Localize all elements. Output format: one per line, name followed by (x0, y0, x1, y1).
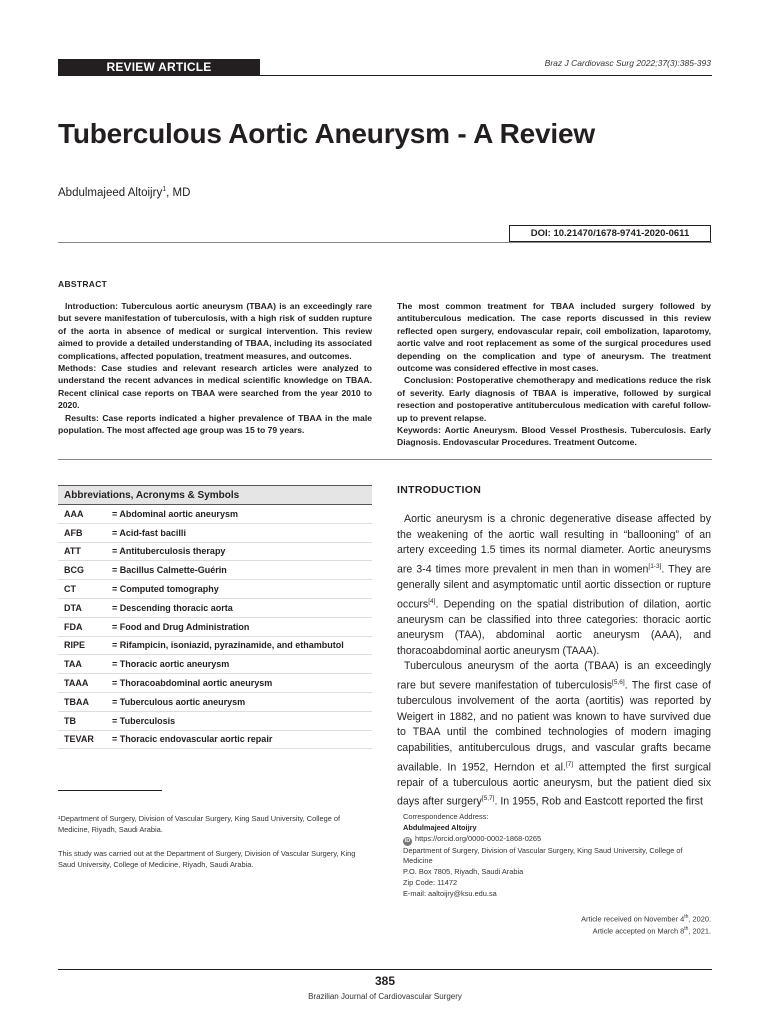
correspondence-name: Abdulmajeed Altoijry (403, 822, 477, 832)
abbr-value: = Rifampicin, isoniazid, pyrazinamide, and ethambutol (112, 640, 344, 651)
abbr-value: = Food and Drug Administration (112, 621, 250, 632)
abbr-key: ATT (64, 546, 81, 557)
abbr-key: TEVAR (64, 734, 94, 745)
abbr-value: = Tuberculosis (112, 715, 176, 726)
abstract-results: Results: Case reports indicated a higher prevalence of TBAA in the male population. The most affected age group was 15 to 79 years. (58, 412, 372, 436)
article-title: Tuberculous Aortic Aneurysm - A Review (58, 118, 595, 149)
abbr-value: = Abdominal aortic aneurysm (112, 508, 238, 519)
ordinal: th (684, 914, 689, 920)
table-row (58, 618, 372, 637)
abbr-key: TAAA (64, 678, 89, 689)
text: . In 1955, Rob and Eastcott reported the first (494, 795, 703, 808)
abstract-introduction: Introduction: Tuberculous aortic aneurysm (TBAA) is an exceedingly rare but severe manifestation of tuberculosis, with a high risk of sudden rupture of the aorta in absence of medical or surgical intervention. This review aimed to provide a detailed understanding of TBAA, including its associated complications, affected population, treatment measures, and outcomes. (58, 301, 372, 361)
abstract-methods: Methods: Case studies and relevant research articles were analyzed to understand the recent advances in medical scientific knowledge on TBAA. Recent clinical case reports on TBAA were searched from the year 2010 to 2020. (58, 363, 372, 411)
abbr-value: = Bacillus Calmette-Guérin (112, 565, 227, 576)
table-row (58, 731, 372, 750)
table-row (58, 674, 372, 693)
text: Article accepted on March 8 (592, 926, 685, 936)
text: , 2020. (688, 914, 711, 924)
received-date (581, 912, 711, 924)
table-row (58, 580, 372, 599)
table-row (58, 561, 372, 580)
abbr-key: TAA (64, 659, 82, 670)
table-row (58, 655, 372, 674)
author-name: Abdulmajeed Altoijry (58, 186, 163, 199)
text: . Depending on the spatial distribution of dilation, aortic aneurysm can be classified into three categories: thoracic aortic aneurysm (TAA), abdominal aortic aneurysm (AAA), and thoracoabdominal aortic aneurysm (TAAA). (397, 598, 711, 657)
table-row (58, 693, 372, 712)
abbr-key: AFB (64, 527, 83, 538)
author-line (58, 186, 190, 199)
text: Aortic aneurysm is a chronic degenerative disease affected by the weakening of the aortic wall resulting in “ballooning” of an artery exceeding 1.5 times its normal diameter. Aortic aneurysms are 3-4 times more prevalent in men than in women (397, 513, 711, 576)
abbr-key: FDA (64, 621, 83, 632)
abbr-key: CT (64, 584, 76, 595)
abbr-value: = Acid-fast bacilli (112, 527, 186, 538)
author-degree: , MD (166, 186, 191, 199)
article-dates (581, 912, 711, 937)
table-row (58, 599, 372, 618)
abbr-value: = Thoracic aortic aneurysm (112, 659, 230, 670)
table-row (58, 524, 372, 543)
correspondence-label: Correspondence Address: (403, 812, 489, 821)
abbr-value: = Thoracic endovascular aortic repair (112, 734, 273, 745)
ordinal: th (684, 926, 689, 933)
divider (58, 459, 712, 460)
citation-ref[interactable]: [7] (565, 760, 574, 768)
correspondence-block (403, 812, 713, 900)
orcid-link[interactable]: https://orcid.org/0000-0002-1868-0265 (415, 833, 542, 843)
table-row (58, 637, 372, 656)
abbreviations-heading: Abbreviations, Acronyms & Symbols (58, 485, 372, 505)
citation-ref[interactable]: [4] (428, 597, 436, 605)
citation-ref[interactable]: [5,7] (481, 795, 495, 803)
citation-ref[interactable]: [1-3] (648, 562, 662, 570)
abbr-key: TBAA (64, 696, 89, 707)
intro-paragraph (397, 659, 711, 810)
abbr-value: = Thoracoabdominal aortic aneurysm (112, 678, 273, 689)
abstract-conclusion: Conclusion: Postoperative chemotherapy and medications reduce the risk of severity. Early diagnosis of TBAA is imperative, followed by surgical resection and postoperative antituberculous medication with careful follow-up to prevent relapse. (397, 375, 711, 423)
text: , 2021. (688, 926, 711, 936)
abbr-key: RIPE (64, 640, 86, 651)
correspondence-email[interactable]: E-mail: aaltoijry@ksu.edu.sa (403, 888, 497, 898)
footer-journal-name: Brazilian Journal of Cardiovascular Surgery (308, 992, 462, 1001)
abbr-key: DTA (64, 602, 82, 613)
footnote-rule (58, 790, 162, 791)
correspondence-zip: Zip Code: 11472 (403, 877, 458, 887)
divider (58, 242, 712, 243)
table-row (58, 712, 372, 731)
abbr-value: = Antituberculosis therapy (112, 546, 226, 557)
introduction-body (397, 512, 711, 810)
header-rule (260, 75, 712, 76)
text: Article received on November 4 (581, 914, 685, 924)
intro-paragraph (397, 512, 711, 659)
text: . The first case of tuberculous involvement of the aorta (aortitis) was reported by Weigert in 1882, and no patient was known to have survived due to TBAA until the combined technologies of modern imaging capabilities, antituberculous drugs, and vascular grafts became available. In 1952, Herndon et al. (397, 679, 712, 774)
orcid-line (403, 834, 713, 846)
table-row (58, 543, 372, 562)
page-number: 385 (374, 974, 396, 988)
text: attempted the first surgical repair of a tuberculous aortic aneurysm, but the patient died six days after surgery (397, 761, 711, 808)
abbreviations-table (58, 485, 372, 750)
abstract-right-column (397, 300, 711, 449)
table-row (58, 505, 372, 524)
abstract-left-column (58, 300, 372, 436)
article-type-badge: REVIEW ARTICLE (58, 59, 260, 76)
abbr-value: = Tuberculous aortic aneurysm (112, 696, 246, 707)
abstract-keywords: Keywords: Aortic Aneurysm. Blood Vessel Prosthesis. Tuberculosis. Early Diagnosis. Endovascular Procedures. Treatment Outcome. (397, 425, 711, 448)
citation-ref[interactable]: [5,6] (612, 679, 625, 686)
orcid-icon: iD (404, 837, 411, 844)
abstract-results-cont: The most common treatment for TBAA included surgery followed by antituberculous medication. The case reports discussed in this review reflected open surgery, endovascular repair, coil embolization, laparotomy, aortic valve and root replacement as some of the surgical procedures used depending on the complication and type of aneurysm. The treatment outcome was considered effective in most cases. (397, 301, 711, 374)
introduction-heading: INTRODUCTION (397, 484, 482, 496)
text: Tuberculous aneurysm of the aorta (TBAA) is an exceedingly rare but severe manifestation of tuberculosis (397, 660, 711, 692)
accepted-date (581, 924, 711, 936)
affiliation-mark: 1 (162, 186, 167, 193)
abstract-heading: ABSTRACT (58, 279, 108, 289)
footer-rule (58, 969, 712, 970)
abbr-value: = Computed tomography (112, 584, 219, 595)
abbr-key: TB (64, 715, 76, 726)
journal-citation: Braz J Cardiovasc Surg 2022;37(3):385-393 (544, 58, 711, 68)
correspondence-pobox: P.O. Box 7805, Riyadh, Saudi Arabia (403, 867, 524, 877)
doi-link[interactable]: DOI: 10.21470/1678-9741-2020-0611 (509, 225, 711, 242)
affiliation-footnote: ¹Department of Surgery, Division of Vascular Surgery, King Saud University, College of Medicine, Riyadh, Saudi Arabia. (58, 814, 341, 834)
abbr-key: BCG (64, 565, 84, 576)
study-location-footnote: This study was carried out at the Department of Surgery, Division of Vascular Surgery, King Saud University, College of Medicine, Riyadh, Saudi Arabia. (58, 849, 356, 869)
text: . They are generally silent and asymptomatic until aortic dissection or rupture occurs (397, 563, 711, 611)
correspondence-dept: Department of Surgery, Division of Vascular Surgery, King Saud University, College of Medicine (403, 845, 683, 866)
abbr-key: AAA (64, 508, 84, 519)
abbr-value: = Descending thoracic aorta (112, 602, 233, 613)
